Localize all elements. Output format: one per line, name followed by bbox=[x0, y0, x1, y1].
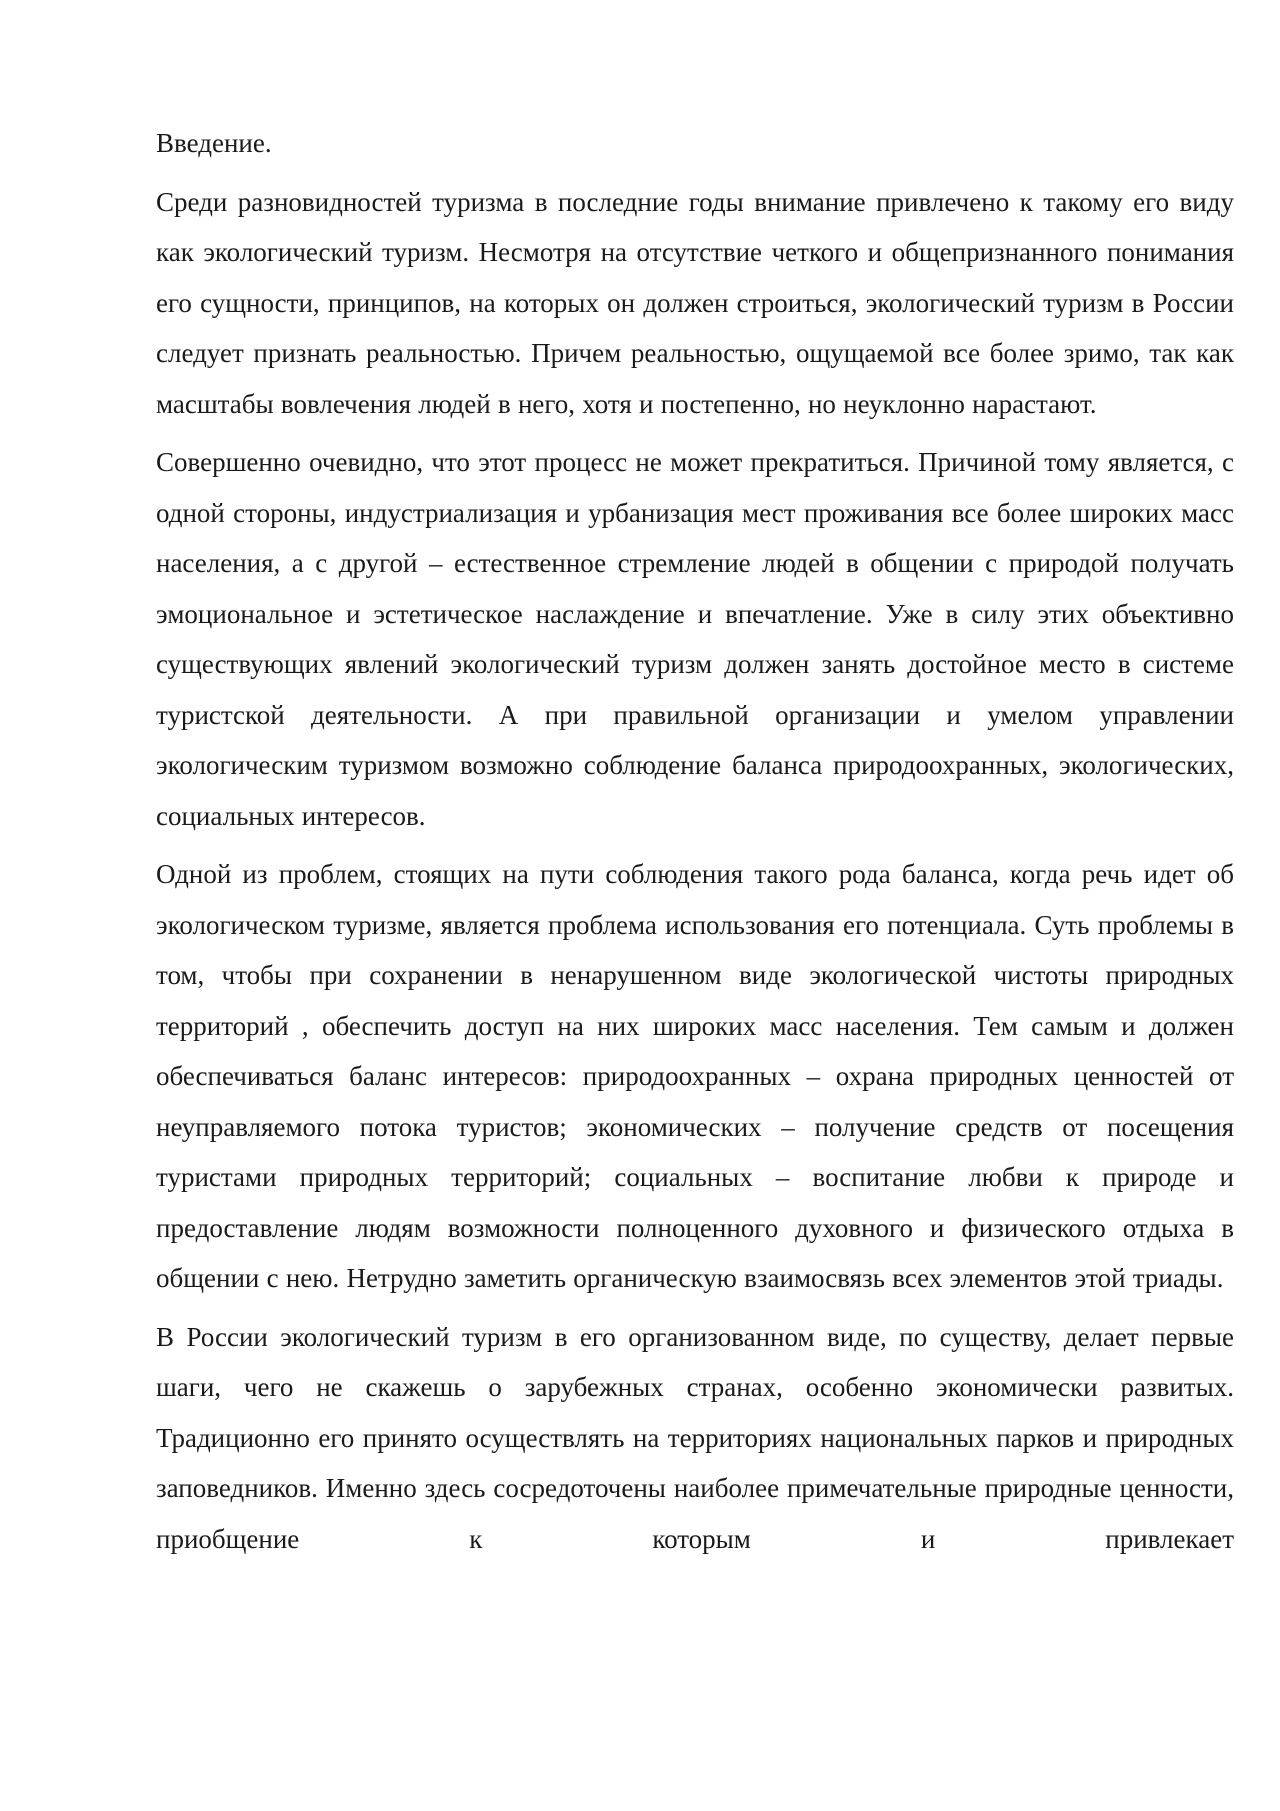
document-heading: Введение. bbox=[156, 128, 272, 158]
document-body bbox=[156, 118, 1234, 1564]
paragraph-3: Одной из проблем, стоящих на пути соблюдения такого рода баланса, когда речь идет об экологическом туризме, является проблема использования его потенциала. Суть проблемы в том, чтобы при сохранении в ненарушенном виде экологической чистоты природных территорий , обеспечить доступ на них широких масс населения. Тем самым и должен обеспечиваться баланс интересов: природоохранных – охрана природных ценностей от неуправляемого потока туристов; экономических – получение средств от посещения туристами природных территорий; социальных – воспитание любви к природе и предоставление людям возможности полноценного духовного и физического отдыха в общении с нею. Нетрудно заметить органическую взаимосвязь всех элементов этой триады. bbox=[156, 859, 1234, 1293]
paragraph-4: В России экологический туризм в его организованном виде, по существу, делает первые шаги, чего не скажешь о зарубежных странах, особенно экономически развитых. Традиционно его принято осуществлять на территориях национальных парков и природных заповедников. Именно здесь сосредоточены наиболее примечательные природные ценности, приобщение к которым и привлекает bbox=[156, 1321, 1234, 1554]
paragraph-1: Среди разновидностей туризма в последние годы внимание привлечено к такому его виду как экологический туризм. Несмотря на отсутствие четкого и общепризнанного понимания его сущности, принципов, на которых он должен строиться, экологический туризм в России следует признать реальностью. Причем реальностью, ощущаемой все более зримо, так как масштабы вовлечения людей в него, хотя и постепенно, но неуклонно нарастают. bbox=[156, 186, 1234, 419]
paragraph-2: Совершенно очевидно, что этот процесс не может прекратиться. Причиной тому является, с одной стороны, индустриализация и урбанизация мест проживания все более широких масс населения, а с другой – естественное стремление людей в общении с природой получать эмоциональное и эстетическое наслаждение и впечатление. Уже в силу этих объективно существующих явлений экологический туризм должен занять достойное место в системе туристской деятельности. А при правильной организации и умелом управлении экологическим туризмом возможно соблюдение баланса природоохранных, экологических, социальных интересов. bbox=[156, 447, 1234, 831]
